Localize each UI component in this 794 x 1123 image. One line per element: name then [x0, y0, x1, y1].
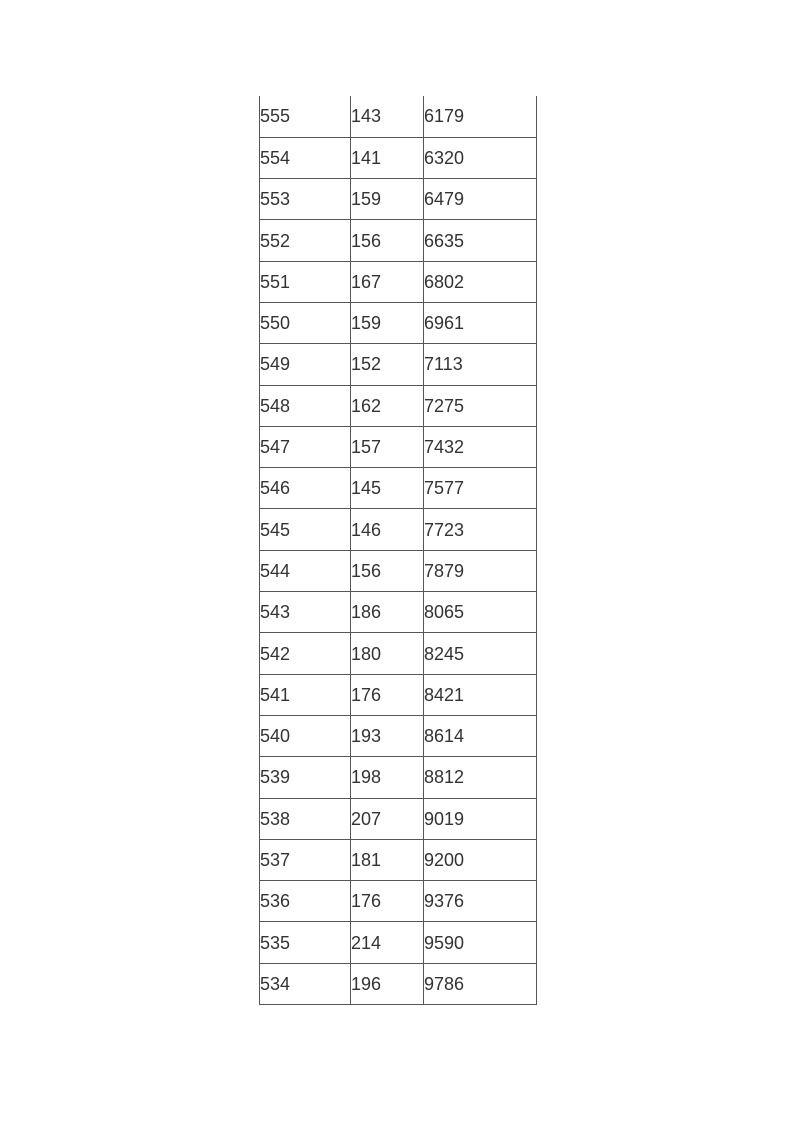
- table-row: [260, 839, 537, 880]
- cumulative-cell: 7723: [424, 509, 537, 550]
- count-cell: 181: [351, 839, 424, 880]
- count-cell: 162: [351, 385, 424, 426]
- table-row: [260, 137, 537, 178]
- score-cell: 539: [260, 757, 351, 798]
- count-cell: 152: [351, 344, 424, 385]
- cumulative-cell: 6179: [424, 96, 537, 137]
- cumulative-cell: 6961: [424, 302, 537, 343]
- count-cell: 193: [351, 715, 424, 756]
- cumulative-cell: 7432: [424, 426, 537, 467]
- score-cell: 555: [260, 96, 351, 137]
- table-row: [260, 633, 537, 674]
- cumulative-cell: 7275: [424, 385, 537, 426]
- table-row: [260, 96, 537, 137]
- count-cell: 156: [351, 220, 424, 261]
- table-row: [260, 509, 537, 550]
- cumulative-cell: 7577: [424, 468, 537, 509]
- table-row: [260, 344, 537, 385]
- cumulative-cell: 8812: [424, 757, 537, 798]
- score-cell: 549: [260, 344, 351, 385]
- cumulative-cell: 8614: [424, 715, 537, 756]
- score-cell: 554: [260, 137, 351, 178]
- count-cell: 214: [351, 922, 424, 963]
- score-cell: 551: [260, 261, 351, 302]
- score-cell: 541: [260, 674, 351, 715]
- count-cell: 167: [351, 261, 424, 302]
- score-distribution-table: [259, 96, 537, 1005]
- score-cell: 536: [260, 881, 351, 922]
- table-row: [260, 963, 537, 1004]
- cumulative-cell: 6320: [424, 137, 537, 178]
- count-cell: 159: [351, 302, 424, 343]
- cumulative-cell: 8065: [424, 592, 537, 633]
- table-row: [260, 550, 537, 591]
- score-cell: 543: [260, 592, 351, 633]
- table-row: [260, 385, 537, 426]
- score-cell: 552: [260, 220, 351, 261]
- cumulative-cell: 7879: [424, 550, 537, 591]
- table-row: [260, 468, 537, 509]
- table-row: [260, 261, 537, 302]
- score-cell: 547: [260, 426, 351, 467]
- score-cell: 534: [260, 963, 351, 1004]
- table-row: [260, 179, 537, 220]
- cumulative-cell: 9590: [424, 922, 537, 963]
- table-body: [260, 96, 537, 1005]
- table-row: [260, 674, 537, 715]
- score-cell: 540: [260, 715, 351, 756]
- table-row: [260, 881, 537, 922]
- cumulative-cell: 6635: [424, 220, 537, 261]
- score-cell: 537: [260, 839, 351, 880]
- score-cell: 535: [260, 922, 351, 963]
- score-cell: 544: [260, 550, 351, 591]
- count-cell: 207: [351, 798, 424, 839]
- cumulative-cell: 8421: [424, 674, 537, 715]
- count-cell: 176: [351, 674, 424, 715]
- table-row: [260, 220, 537, 261]
- count-cell: 198: [351, 757, 424, 798]
- score-cell: 550: [260, 302, 351, 343]
- count-cell: 146: [351, 509, 424, 550]
- count-cell: 143: [351, 96, 424, 137]
- cumulative-cell: 9019: [424, 798, 537, 839]
- count-cell: 157: [351, 426, 424, 467]
- cumulative-cell: 9200: [424, 839, 537, 880]
- count-cell: 145: [351, 468, 424, 509]
- count-cell: 159: [351, 179, 424, 220]
- table-row: [260, 922, 537, 963]
- count-cell: 156: [351, 550, 424, 591]
- count-cell: 186: [351, 592, 424, 633]
- count-cell: 141: [351, 137, 424, 178]
- table-row: [260, 302, 537, 343]
- count-cell: 176: [351, 881, 424, 922]
- cumulative-cell: 8245: [424, 633, 537, 674]
- score-cell: 548: [260, 385, 351, 426]
- count-cell: 180: [351, 633, 424, 674]
- score-cell: 545: [260, 509, 351, 550]
- table-row: [260, 757, 537, 798]
- cumulative-cell: 7113: [424, 344, 537, 385]
- cumulative-cell: 9786: [424, 963, 537, 1004]
- count-cell: 196: [351, 963, 424, 1004]
- table-row: [260, 426, 537, 467]
- score-cell: 542: [260, 633, 351, 674]
- score-cell: 538: [260, 798, 351, 839]
- cumulative-cell: 9376: [424, 881, 537, 922]
- cumulative-cell: 6802: [424, 261, 537, 302]
- table-row: [260, 592, 537, 633]
- cumulative-cell: 6479: [424, 179, 537, 220]
- score-cell: 546: [260, 468, 351, 509]
- table-row: [260, 798, 537, 839]
- table-row: [260, 715, 537, 756]
- score-cell: 553: [260, 179, 351, 220]
